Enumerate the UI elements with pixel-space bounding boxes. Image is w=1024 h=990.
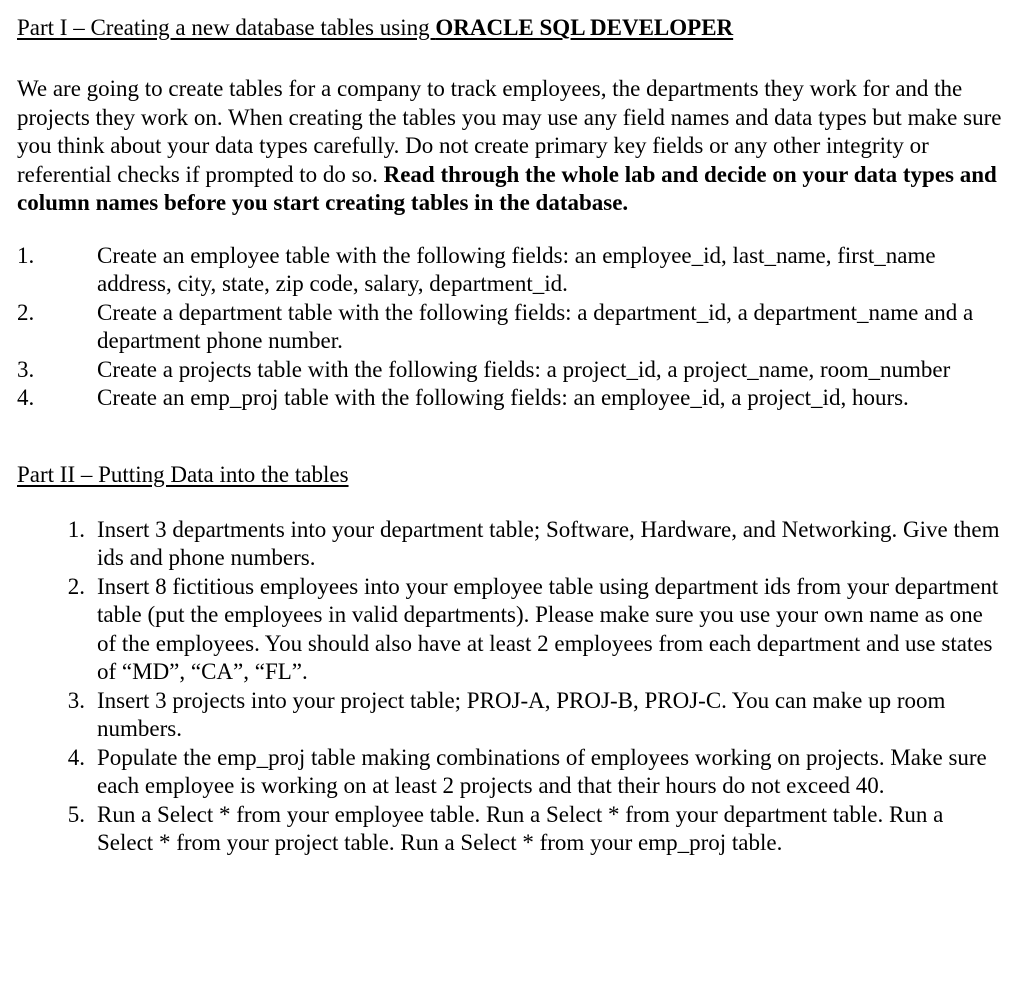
part1-heading — [17, 14, 1002, 42]
list-item-number: 1. — [67, 516, 85, 542]
list-item — [17, 242, 1002, 299]
list-item — [17, 384, 1002, 413]
part1-heading-bold: ORACLE SQL DEVELOPER — [435, 15, 734, 40]
list-item-text: Insert 8 fictitious employees into your employee table using department ids from your department table (put the employees in valid departments). Please make sure you use your own name as one of the employees. You should also have at least 2 employees from each department and use states of “MD”, “CA”, “FL”. — [97, 573, 999, 684]
list-item-text: Create an emp_proj table with the following fields: an employee_id, a project_id, hours. — [97, 385, 909, 410]
list-item-text: Run a Select * from your employee table. Run a Select * from your department table. Run a Select * from your project table. Run a Select * from your emp_proj table. — [97, 801, 944, 855]
part1-intro-text: We are going to create tables for a company to track employees, the departments they work for and the projects they work on. When creating the tables you may use any field names and data types but make sure you think about your data types carefully. Do not create primary key fields or any other integrity or referential checks if prompted to do so. — [17, 76, 1002, 187]
list-item — [17, 573, 1002, 687]
list-item-text: Create an employee table with the following fields: an employee_id, last_name, first_name address, city, state, zip code, salary, department_id. — [97, 242, 936, 296]
list-item — [17, 516, 1002, 573]
part1-task-list — [17, 242, 1002, 413]
part1-heading-prefix: Part I – Creating a new database tables using — [17, 15, 436, 40]
part2-heading — [17, 461, 1002, 489]
list-item — [17, 299, 1002, 356]
list-item-text: Populate the emp_proj table making combinations of employees working on projects. Make sure each employee is working on at least 2 projects and that their hours do not exceed 40. — [97, 744, 987, 798]
list-item-number: 5. — [67, 801, 85, 827]
list-item-number: 4. — [67, 744, 85, 770]
list-item-text: Insert 3 departments into your department table; Software, Hardware, and Networking. Give them ids and phone numbers. — [97, 516, 1000, 570]
list-item — [17, 801, 1002, 858]
list-item-text: Create a projects table with the following fields: a project_id, a project_name, room_number — [97, 356, 951, 382]
list-item — [17, 687, 1002, 744]
list-item-number: 4. — [17, 385, 35, 410]
document-body — [17, 14, 1002, 858]
list-item-text: Insert 3 projects into your project table; PROJ-A, PROJ-B, PROJ-C. You can make up room numbers. — [97, 687, 946, 741]
list-item-text: Create a department table with the following fields: a department_id, a department_name and a department phone number. — [97, 299, 974, 353]
list-item-number: 3. — [17, 356, 35, 382]
list-item-number: 2. — [67, 573, 85, 599]
part2-heading-text: Part II – Putting Data into the tables — [17, 461, 349, 487]
part1-intro-bold-text: Read through the whole lab and decide on your data types and column names before you start creating tables in the database. — [17, 161, 997, 215]
part1-intro-paragraph — [17, 75, 1002, 218]
list-item — [17, 744, 1002, 801]
list-item-number: 1. — [17, 242, 35, 268]
list-item-number: 3. — [67, 687, 85, 713]
list-item — [17, 356, 1002, 385]
part2-task-list — [17, 516, 1002, 858]
list-item-number: 2. — [17, 299, 35, 325]
